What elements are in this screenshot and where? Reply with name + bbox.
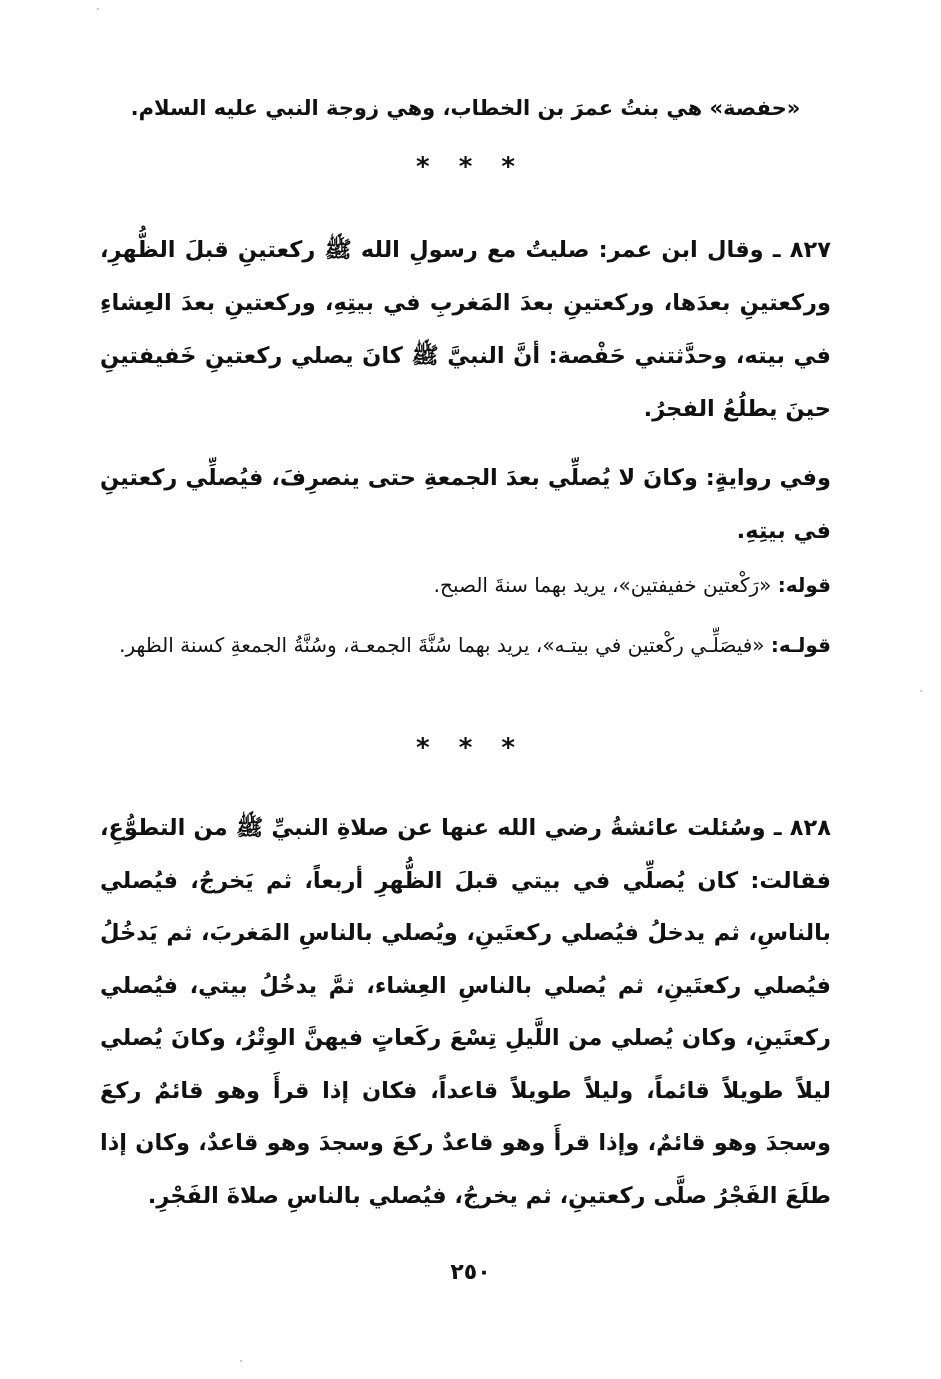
commentary-lead-line: «حفصة» هي بنتُ عمرَ بن الخطاب، وهي زوجة النبي عليه السلام. [130, 96, 801, 120]
scan-speck [97, 8, 99, 10]
section-separator-2: * * * [416, 733, 525, 763]
note-1-label: قوله: [777, 573, 831, 597]
page-number: ٢٥٠ [450, 1260, 491, 1285]
scan-speck [920, 690, 922, 692]
note-2-label: قولـه: [770, 633, 831, 657]
commentary-note-1 [100, 567, 831, 603]
scan-speck [240, 1360, 242, 1362]
commentary-note-2 [100, 620, 831, 670]
hadith-827-paragraph: ٨٢٧ ـ وقال ابن عمر: صليتُ مع رسولِ الله ﷺ ركعتينِ قبلَ الظُّهرِ، وركعتينِ بعدَها، وركعتينِ بعدَ المَغربِ في بيتِهِ، وركعتينِ بعدَ العِشاءِ في بيته، وحدَّثتني حَفْصة: أنَّ النبيَّ ﷺ كانَ يصلي ركعتينِ خَفيفتينِ حينَ يطلُعُ الفجرُ. [100, 237, 831, 422]
section-separator: * * * [416, 152, 525, 182]
riwaya-paragraph: وفي روايةٍ: وكانَ لا يُصلِّي بعدَ الجمعةِ حتى ينصرِفَ، فيُصلِّي ركعتينِ في بيتِهِ. [100, 465, 831, 544]
note-2-text: «فيصَلِّـي ركْعتين في بيتـه»، يريد بهما سُنَّةَ الجمعـة، وسُنَّةُ الجمعةِ كسنة الظهر. [119, 633, 765, 657]
note-1-text: «رَكْعتين خفيفتين»، يريد بهما سنةَ الصبح. [433, 573, 772, 597]
hadith-828-paragraph: ٨٢٨ ـ وسُئلت عائشةُ رضي الله عنها عن صلاةِ النبيِّ ﷺ من التطوُّعِ، فقالت: كان يُصلِّي في بيتي قبلَ الظُّهرِ أربعاً، ثم يَخرجُ، فيُصلي بالناسِ، ثم يدخلُ فيُصلي ركعتَينِ، ويُصلي بالناسِ المَغربَ، ثم يَدخُلُ فيُصلي ركعتَينِ، ثم يُصلي بالناسِ العِشاء، ثمَّ يدخُلُ بيتي، فيُصلي ركعتَينِ، وكان يُصلي من اللَّيلِ تِسْعَ ركَعاتٍ فيهنَّ الوِتْرُ، وكانَ يُصلي ليلاً طويلاً قائماً، وليلاً طويلاً قاعداً، فكان إذا قرأَ وهو قائمٌ ركعَ وسجدَ وهو قائمٌ، وإذا قرأَ وهو قاعدٌ ركعَ وسجدَ وهو قاعدٌ، وكان إذا طلَعَ الفَجْرُ صلَّى ركعتينِ، ثم يخرجُ، فيُصلي بالناسِ صلاةَ الفَجْرِ. [100, 815, 831, 1209]
